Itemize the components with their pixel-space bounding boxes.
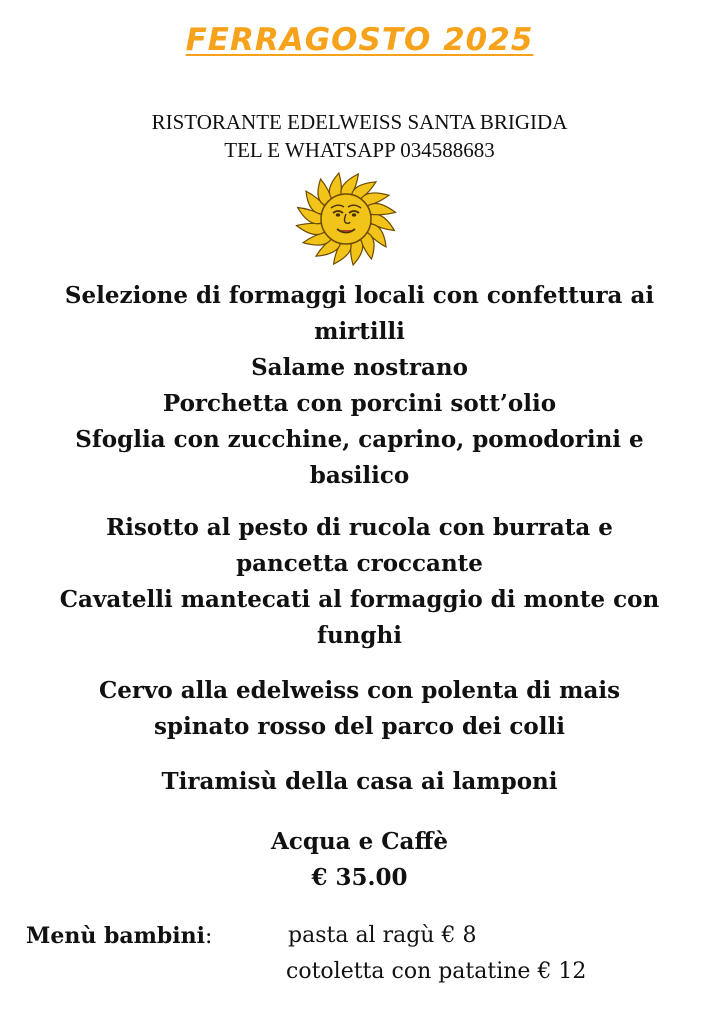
- primi-section: [20, 510, 699, 654]
- sun-face-icon: [291, 168, 401, 270]
- extra-section: [20, 824, 699, 896]
- kids-menu-label: [26, 918, 212, 955]
- page-title: [0, 22, 719, 58]
- menu-line: Acqua e Caffè: [271, 828, 448, 855]
- menu-line: Cavatelli mantecati al formaggio di monte con: [59, 586, 660, 613]
- kids-menu-colon: :: [205, 924, 213, 949]
- menu-line: Porchetta con porcini sott’olio: [162, 390, 557, 417]
- dolce-section: [20, 764, 699, 800]
- menu-line: Cervo alla edelweiss con polenta di mais: [98, 677, 621, 704]
- menu-line: basilico: [309, 462, 410, 489]
- antipasti-section: [20, 278, 699, 494]
- menu-line: mirtilli: [314, 318, 405, 345]
- menu-line: Tiramisù della casa ai lamponi: [161, 768, 558, 795]
- secondi-section: [20, 673, 699, 745]
- kids-item: cotoletta con patatine € 12: [286, 959, 587, 984]
- restaurant-header: [0, 108, 719, 164]
- restaurant-contact: TEL E WHATSAPP 034588683: [224, 138, 495, 162]
- menu-line: Salame nostrano: [251, 354, 468, 381]
- menu-line: spinato rosso del parco dei colli: [153, 713, 565, 740]
- menu-line: Risotto al pesto di rucola con burrata e: [106, 514, 613, 541]
- price-line: € 35.00: [311, 864, 408, 891]
- restaurant-name: RISTORANTE EDELWEISS SANTA BRIGIDA: [151, 110, 568, 134]
- title-text: FERRAGOSTO 2025: [185, 22, 534, 58]
- kids-menu-label-text: Menù bambini: [26, 923, 206, 949]
- menu-line: pancetta croccante: [236, 550, 483, 577]
- menu-line: funghi: [317, 622, 402, 649]
- menu-line: Selezione di formaggi locali con confettura ai: [64, 282, 655, 309]
- kids-item: pasta al ragù € 8: [288, 923, 477, 948]
- menu-line: Sfoglia con zucchine, caprino, pomodorini e: [75, 426, 644, 453]
